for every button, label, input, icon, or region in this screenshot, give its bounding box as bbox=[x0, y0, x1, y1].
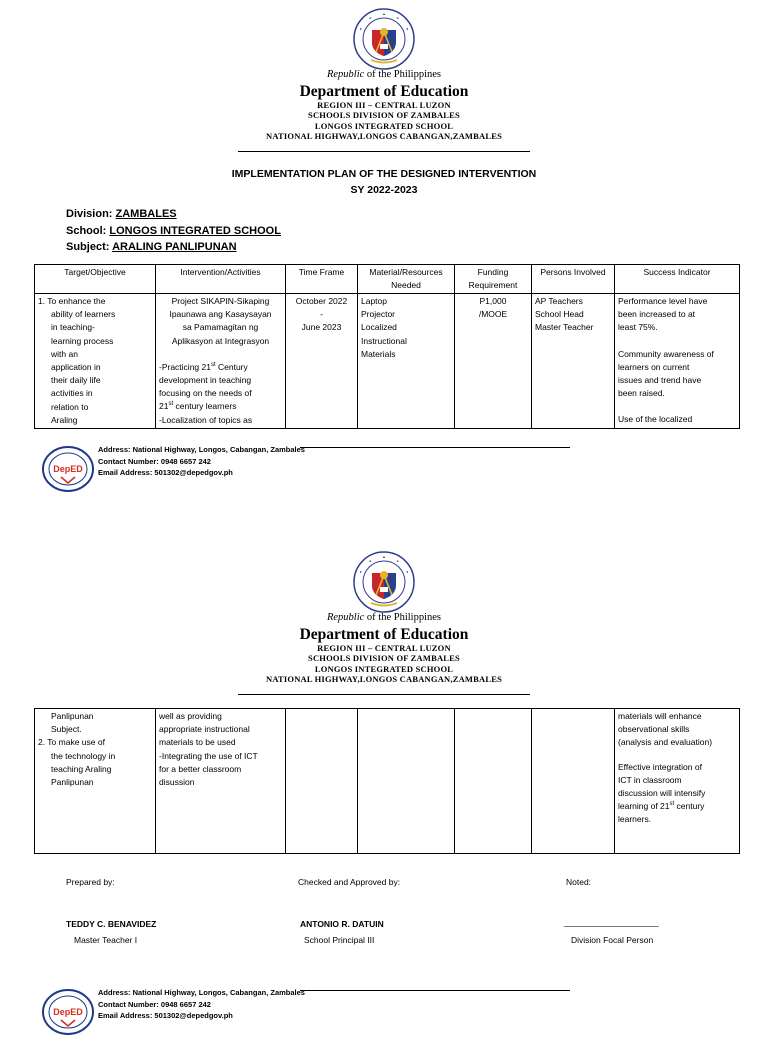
footer-text bbox=[98, 444, 305, 479]
cell-line: well as providing bbox=[159, 711, 222, 721]
cell-line: -Integrating the use of ICT bbox=[159, 750, 258, 761]
cell-line: Aplikasyon at Integrasyon bbox=[171, 335, 270, 346]
school-logo-icon bbox=[42, 446, 94, 492]
cell-line: ability of learners bbox=[51, 309, 116, 320]
cell-line: AP Teachers bbox=[535, 296, 583, 306]
plan-title: IMPLEMENTATION PLAN OF THE DESIGNED INTERVENTION bbox=[231, 168, 537, 180]
cell-line: 2. To make use of bbox=[38, 737, 105, 748]
plan-year: SY 2022-2023 bbox=[350, 184, 418, 196]
cell-line: School Head bbox=[535, 309, 584, 320]
footer-rule bbox=[300, 990, 570, 991]
plan-table-page1 bbox=[34, 264, 740, 429]
school-info: School: LONGOS INTEGRATED SCHOOL bbox=[66, 225, 281, 237]
school-line: LONGOS INTEGRATED SCHOOL bbox=[314, 664, 454, 674]
footer-contact: Contact Number: 0948 6657 242 bbox=[98, 999, 211, 1009]
noted-label: Noted: bbox=[566, 877, 592, 887]
cell-line: Localized bbox=[361, 322, 397, 333]
persons-cell bbox=[532, 294, 615, 429]
subject-info: Subject: ARALING PANLIPUNAN bbox=[66, 241, 237, 253]
cell-line: disussion bbox=[159, 777, 195, 788]
page-2 bbox=[0, 543, 768, 1024]
cell-line: their daily life bbox=[51, 375, 101, 386]
cell-line: learners on current bbox=[618, 361, 690, 372]
materials-cell bbox=[358, 709, 455, 854]
cell-line: -Practicing 21st Century bbox=[159, 361, 248, 372]
republic-line: Republic of the Philippines bbox=[326, 612, 442, 623]
prepared-name: TEDDY C. BENAVIDEZ bbox=[66, 919, 157, 929]
cell-line: Materials bbox=[361, 348, 396, 359]
cell-line: Community awareness of bbox=[618, 348, 714, 359]
page-footer bbox=[40, 444, 540, 494]
division-info: Division: ZAMBALES bbox=[66, 208, 177, 220]
col-persons: Persons Involved bbox=[532, 265, 615, 294]
cell-line: Araling bbox=[51, 414, 78, 425]
plan-table-page2 bbox=[34, 708, 740, 854]
cell-line: application in bbox=[51, 362, 101, 373]
header-rule bbox=[238, 151, 530, 152]
cell-line: 21st century learners bbox=[159, 401, 237, 412]
cell-line: discussion will intensify bbox=[618, 788, 706, 799]
time-cell bbox=[286, 294, 358, 429]
deped-seal-icon bbox=[353, 551, 415, 613]
deped-seal-icon bbox=[353, 8, 415, 70]
success-cell bbox=[615, 294, 740, 429]
funding-cell bbox=[455, 709, 532, 854]
department-title: Department of Education bbox=[299, 626, 469, 643]
cell-line: learners. bbox=[618, 814, 652, 825]
footer-text bbox=[98, 987, 305, 1022]
persons-cell bbox=[532, 709, 615, 854]
table-row bbox=[35, 709, 740, 854]
cell-line: learning of 21st century bbox=[618, 801, 705, 812]
cell-line: sa Pamamagitan ng bbox=[182, 322, 259, 333]
table-header-row bbox=[35, 265, 740, 294]
cell-line: observational skills bbox=[618, 724, 690, 735]
noted-name-line: ____________________ bbox=[564, 917, 659, 927]
republic-line: Republic of the Philippines bbox=[326, 69, 442, 80]
cell-line: Project SIKAPIN-Sikaping bbox=[171, 296, 270, 306]
cell-line: - bbox=[320, 309, 323, 320]
footer-address: Address: National Highway, Longos, Cabangan, Zambales bbox=[98, 988, 305, 997]
header-rule bbox=[238, 694, 530, 695]
footer-email: Email Address: 501302@depedgov.ph bbox=[98, 468, 233, 477]
department-title: Department of Education bbox=[299, 83, 469, 100]
checked-label: Checked and Approved by: bbox=[298, 877, 401, 887]
cell-line: -Localization of topics as bbox=[159, 414, 253, 425]
cell-line: P1,000 bbox=[479, 296, 507, 306]
cell-line: Master Teacher bbox=[535, 322, 594, 333]
cell-line: ICT in classroom bbox=[618, 774, 682, 785]
cell-line: appropriate instructional bbox=[159, 724, 250, 735]
division-line: SCHOOLS DIVISION OF ZAMBALES bbox=[308, 653, 460, 663]
cell-line: development in teaching bbox=[159, 375, 252, 386]
cell-line: Panlipunan bbox=[51, 711, 94, 721]
col-materials: Material/Resources Needed bbox=[358, 265, 455, 294]
cell-line: (analysis and evaluation) bbox=[618, 737, 713, 748]
prepared-title: Master Teacher I bbox=[74, 935, 138, 945]
cell-line: Performance level have bbox=[618, 296, 708, 306]
target-cell bbox=[35, 709, 156, 854]
school-logo-icon bbox=[42, 989, 94, 1035]
cell-line: materials to be used bbox=[159, 737, 236, 748]
footer-email: Email Address: 501302@depedgov.ph bbox=[98, 1011, 233, 1020]
cell-line: focusing on the needs of bbox=[159, 388, 252, 399]
region-line: REGION III – CENTRAL LUZON bbox=[317, 643, 451, 653]
footer-address: Address: National Highway, Longos, Cabangan, Zambales bbox=[98, 445, 305, 454]
time-cell bbox=[286, 709, 358, 854]
prepared-label: Prepared by: bbox=[66, 877, 115, 887]
school-line: LONGOS INTEGRATED SCHOOL bbox=[314, 121, 454, 131]
cell-line: relation to bbox=[51, 401, 89, 412]
checked-title: School Principal III bbox=[304, 935, 375, 945]
col-time: Time Frame bbox=[286, 265, 358, 294]
cell-line: teaching Araling bbox=[51, 763, 112, 774]
intervention-cell bbox=[156, 294, 286, 429]
cell-line: Projector bbox=[361, 309, 396, 320]
col-intervention: Intervention/Activities bbox=[156, 265, 286, 294]
footer-contact: Contact Number: 0948 6657 242 bbox=[98, 456, 211, 466]
cell-line: activities in bbox=[51, 388, 93, 399]
col-target: Target/Objective bbox=[35, 265, 156, 294]
region-line: REGION III – CENTRAL LUZON bbox=[317, 100, 451, 110]
checked-name: ANTONIO R. DATUIN bbox=[300, 919, 384, 929]
svg-text:DepED: DepED bbox=[53, 464, 83, 474]
target-cell bbox=[35, 294, 156, 429]
cell-line: October 2022 bbox=[295, 296, 348, 306]
page-footer bbox=[40, 987, 540, 1037]
cell-line: Subject. bbox=[51, 724, 82, 735]
cell-line: with an bbox=[51, 348, 78, 359]
noted-title: Division Focal Person bbox=[571, 935, 654, 945]
cell-line: for a better classroom bbox=[159, 763, 242, 774]
cell-line: least 75%. bbox=[618, 322, 658, 333]
cell-line: in teaching- bbox=[51, 322, 95, 333]
intervention-cell bbox=[156, 709, 286, 854]
cell-line: materials will enhance bbox=[618, 711, 702, 721]
footer-rule bbox=[300, 447, 570, 448]
cell-line: been raised. bbox=[618, 388, 665, 399]
cell-line: the technology in bbox=[51, 750, 116, 761]
cell-line: June 2023 bbox=[301, 322, 342, 333]
cell-line: learning process bbox=[51, 335, 114, 346]
success-cell bbox=[615, 709, 740, 854]
cell-line: Instructional bbox=[361, 335, 407, 346]
address-line: NATIONAL HIGHWAY,LONGOS CABANGAN,ZAMBALES bbox=[265, 131, 502, 141]
funding-cell bbox=[455, 294, 532, 429]
cell-line: Effective integration of bbox=[618, 761, 702, 772]
table-row bbox=[35, 294, 740, 429]
cell-line: been increased to at bbox=[618, 309, 696, 320]
svg-text:DepED: DepED bbox=[53, 1007, 83, 1017]
cell-line: Laptop bbox=[361, 296, 387, 306]
cell-line: /MOOE bbox=[478, 309, 508, 320]
cell-line: Panlipunan bbox=[51, 777, 94, 788]
address-line: NATIONAL HIGHWAY,LONGOS CABANGAN,ZAMBALES bbox=[265, 674, 502, 684]
col-success: Success Indicator bbox=[615, 265, 740, 294]
cell-line: Use of the localized bbox=[618, 414, 693, 425]
materials-cell bbox=[358, 294, 455, 429]
cell-line: 1. To enhance the bbox=[38, 296, 106, 306]
col-funding: Funding Requirement bbox=[455, 265, 532, 294]
cell-line: Ipaunawa ang Kasaysayan bbox=[169, 309, 272, 320]
cell-line: issues and trend have bbox=[618, 375, 702, 386]
division-line: SCHOOLS DIVISION OF ZAMBALES bbox=[308, 110, 460, 120]
